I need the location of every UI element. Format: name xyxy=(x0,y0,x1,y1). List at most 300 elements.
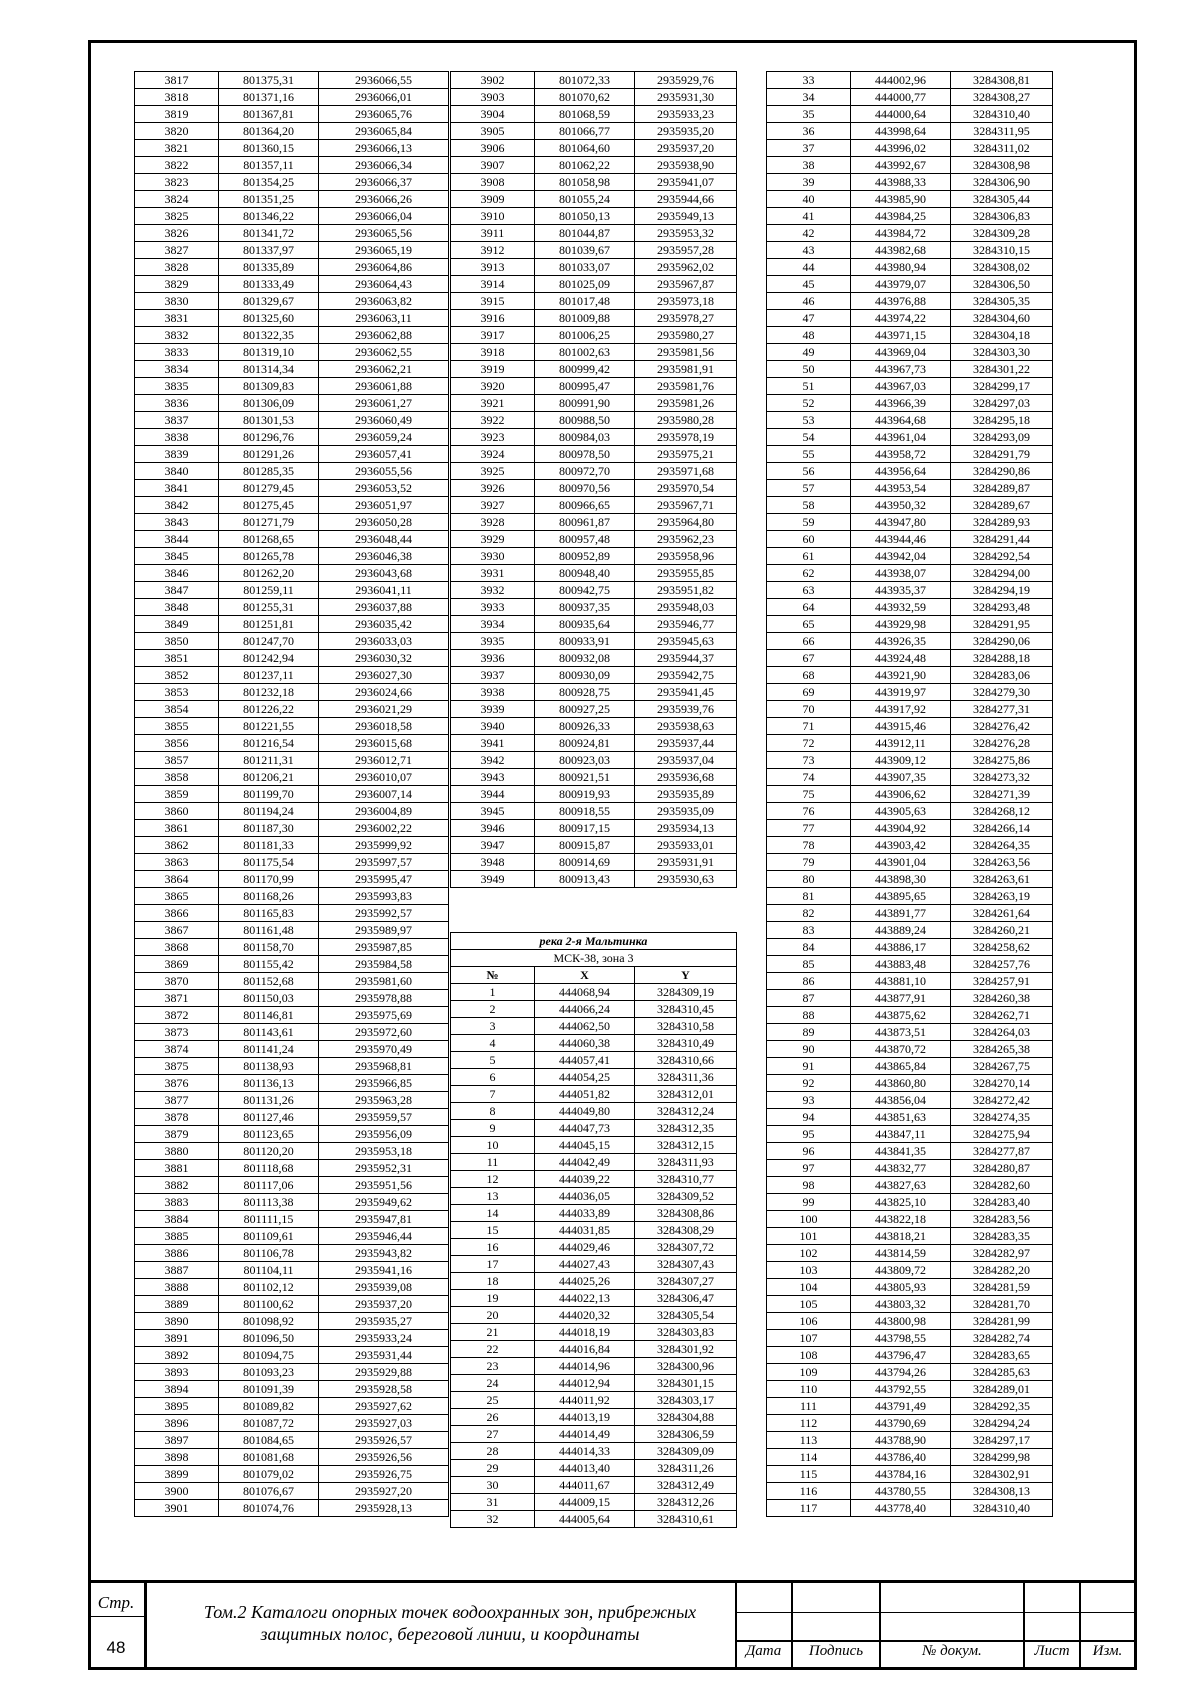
y-coordinate: 3284282,97 xyxy=(951,1245,1053,1262)
point-number: 3928 xyxy=(451,514,535,531)
x-coordinate: 443906,62 xyxy=(851,786,951,803)
y-coordinate: 2936066,37 xyxy=(319,174,449,191)
point-number: 90 xyxy=(767,1041,851,1058)
y-coordinate: 3284285,63 xyxy=(951,1364,1053,1381)
point-number: 66 xyxy=(767,633,851,650)
point-number: 3876 xyxy=(135,1075,219,1092)
point-number: 35 xyxy=(767,106,851,123)
y-coordinate: 3284276,28 xyxy=(951,735,1053,752)
x-coordinate: 800915,87 xyxy=(535,837,635,854)
point-number: 99 xyxy=(767,1194,851,1211)
y-coordinate: 3284308,29 xyxy=(635,1222,737,1239)
y-coordinate: 3284311,26 xyxy=(635,1460,737,1477)
table-row xyxy=(135,242,449,259)
table-row xyxy=(135,633,449,650)
y-coordinate: 2936041,11 xyxy=(319,582,449,599)
x-coordinate: 801375,31 xyxy=(219,72,319,89)
point-number: 92 xyxy=(767,1075,851,1092)
table-row xyxy=(767,1483,1053,1500)
x-coordinate: 800957,48 xyxy=(535,531,635,548)
col-header-x: X xyxy=(535,967,635,984)
x-coordinate: 801117,06 xyxy=(219,1177,319,1194)
point-number: 21 xyxy=(451,1324,535,1341)
table-row xyxy=(767,1024,1053,1041)
x-coordinate: 800914,69 xyxy=(535,854,635,871)
point-number: 3942 xyxy=(451,752,535,769)
table-row xyxy=(767,1313,1053,1330)
x-coordinate: 800919,93 xyxy=(535,786,635,803)
y-coordinate: 2935944,66 xyxy=(635,191,737,208)
x-coordinate: 801275,45 xyxy=(219,497,319,514)
table-row xyxy=(135,1211,449,1228)
table-row xyxy=(451,1103,737,1120)
point-number: 3869 xyxy=(135,956,219,973)
point-number: 104 xyxy=(767,1279,851,1296)
point-number: 3904 xyxy=(451,106,535,123)
x-coordinate: 801076,67 xyxy=(219,1483,319,1500)
table-row xyxy=(451,667,737,684)
y-coordinate: 2935973,18 xyxy=(635,293,737,310)
x-coordinate: 444027,43 xyxy=(535,1256,635,1273)
point-number: 41 xyxy=(767,208,851,225)
x-coordinate: 800978,50 xyxy=(535,446,635,463)
point-number: 28 xyxy=(451,1443,535,1460)
x-coordinate: 443901,04 xyxy=(851,854,951,871)
table-row xyxy=(135,225,449,242)
table-row xyxy=(767,667,1053,684)
x-coordinate: 444013,40 xyxy=(535,1460,635,1477)
point-number: 3856 xyxy=(135,735,219,752)
table-subtitle: МСК-38, зона 3 xyxy=(451,950,737,967)
x-coordinate: 801084,65 xyxy=(219,1432,319,1449)
y-coordinate: 2936046,38 xyxy=(319,548,449,565)
y-coordinate: 2935958,96 xyxy=(635,548,737,565)
col-header-y: Y xyxy=(635,967,737,984)
table-row xyxy=(767,123,1053,140)
point-number: 88 xyxy=(767,1007,851,1024)
point-number: 114 xyxy=(767,1449,851,1466)
x-coordinate: 443956,64 xyxy=(851,463,951,480)
x-coordinate: 801070,62 xyxy=(535,89,635,106)
x-coordinate: 800991,90 xyxy=(535,395,635,412)
x-coordinate: 443967,03 xyxy=(851,378,951,395)
table-row xyxy=(767,871,1053,888)
y-coordinate: 3284308,98 xyxy=(951,157,1053,174)
y-coordinate: 3284268,12 xyxy=(951,803,1053,820)
point-number: 3826 xyxy=(135,225,219,242)
y-coordinate: 2936066,34 xyxy=(319,157,449,174)
point-number: 3890 xyxy=(135,1313,219,1330)
y-coordinate: 2936057,41 xyxy=(319,446,449,463)
point-number: 3871 xyxy=(135,990,219,1007)
y-coordinate: 2935951,82 xyxy=(635,582,737,599)
x-coordinate: 801064,60 xyxy=(535,140,635,157)
table-row xyxy=(451,1324,737,1341)
table-row xyxy=(767,1262,1053,1279)
x-coordinate: 444051,82 xyxy=(535,1086,635,1103)
x-coordinate: 443966,39 xyxy=(851,395,951,412)
x-coordinate: 801002,63 xyxy=(535,344,635,361)
y-coordinate: 3284273,32 xyxy=(951,769,1053,786)
table-row xyxy=(451,327,737,344)
point-number: 33 xyxy=(767,72,851,89)
y-coordinate: 2936043,68 xyxy=(319,565,449,582)
x-coordinate: 444054,25 xyxy=(535,1069,635,1086)
y-coordinate: 2936018,58 xyxy=(319,718,449,735)
point-number: 80 xyxy=(767,871,851,888)
table-row xyxy=(767,259,1053,276)
x-coordinate: 444039,22 xyxy=(535,1171,635,1188)
x-coordinate: 801322,35 xyxy=(219,327,319,344)
x-coordinate: 800988,50 xyxy=(535,412,635,429)
x-coordinate: 801150,03 xyxy=(219,990,319,1007)
y-coordinate: 3284275,94 xyxy=(951,1126,1053,1143)
point-number: 3927 xyxy=(451,497,535,514)
table-row xyxy=(135,276,449,293)
point-number: 3920 xyxy=(451,378,535,395)
y-coordinate: 2935937,44 xyxy=(635,735,737,752)
y-coordinate: 2935926,57 xyxy=(319,1432,449,1449)
table-row xyxy=(451,446,737,463)
point-number: 3914 xyxy=(451,276,535,293)
x-coordinate: 801337,97 xyxy=(219,242,319,259)
y-coordinate: 3284301,15 xyxy=(635,1375,737,1392)
point-number: 48 xyxy=(767,327,851,344)
point-number: 13 xyxy=(451,1188,535,1205)
y-coordinate: 3284275,86 xyxy=(951,752,1053,769)
x-coordinate: 800918,55 xyxy=(535,803,635,820)
point-number: 3922 xyxy=(451,412,535,429)
y-coordinate: 2936002,22 xyxy=(319,820,449,837)
table-row xyxy=(135,565,449,582)
point-number: 3862 xyxy=(135,837,219,854)
table-row xyxy=(135,1058,449,1075)
point-number: 64 xyxy=(767,599,851,616)
table-row xyxy=(767,242,1053,259)
y-coordinate: 2936066,04 xyxy=(319,208,449,225)
y-coordinate: 3284266,14 xyxy=(951,820,1053,837)
point-number: 51 xyxy=(767,378,851,395)
point-number: 3902 xyxy=(451,72,535,89)
y-coordinate: 2936065,84 xyxy=(319,123,449,140)
x-coordinate: 801237,11 xyxy=(219,667,319,684)
x-coordinate: 801141,24 xyxy=(219,1041,319,1058)
y-coordinate: 2935968,81 xyxy=(319,1058,449,1075)
table-row xyxy=(451,531,737,548)
x-coordinate: 801329,67 xyxy=(219,293,319,310)
table-row xyxy=(767,684,1053,701)
y-coordinate: 3284311,36 xyxy=(635,1069,737,1086)
y-coordinate: 2936063,11 xyxy=(319,310,449,327)
x-coordinate: 444012,94 xyxy=(535,1375,635,1392)
point-number: 84 xyxy=(767,939,851,956)
point-number: 3820 xyxy=(135,123,219,140)
point-number: 65 xyxy=(767,616,851,633)
point-number: 3822 xyxy=(135,157,219,174)
x-coordinate: 801100,62 xyxy=(219,1296,319,1313)
y-coordinate: 3284292,54 xyxy=(951,548,1053,565)
x-coordinate: 801055,24 xyxy=(535,191,635,208)
point-number: 3870 xyxy=(135,973,219,990)
table-row xyxy=(767,395,1053,412)
x-coordinate: 443860,80 xyxy=(851,1075,951,1092)
y-coordinate: 2936012,71 xyxy=(319,752,449,769)
x-coordinate: 800913,43 xyxy=(535,871,635,888)
point-number: 3916 xyxy=(451,310,535,327)
point-number: 3878 xyxy=(135,1109,219,1126)
point-number: 3917 xyxy=(451,327,535,344)
point-number: 49 xyxy=(767,344,851,361)
point-number: 3855 xyxy=(135,718,219,735)
point-number: 3817 xyxy=(135,72,219,89)
table-row xyxy=(767,1432,1053,1449)
point-number: 3949 xyxy=(451,871,535,888)
table-row xyxy=(451,191,737,208)
point-number: 3915 xyxy=(451,293,535,310)
x-coordinate: 443825,10 xyxy=(851,1194,951,1211)
x-coordinate: 801017,48 xyxy=(535,293,635,310)
x-coordinate: 801131,26 xyxy=(219,1092,319,1109)
table-title-row xyxy=(451,933,737,950)
x-coordinate: 444016,84 xyxy=(535,1341,635,1358)
table-row xyxy=(451,1511,737,1528)
y-coordinate: 2935930,63 xyxy=(635,871,737,888)
table-row xyxy=(767,191,1053,208)
y-coordinate: 2936064,43 xyxy=(319,276,449,293)
table-row xyxy=(767,140,1053,157)
point-number: 3872 xyxy=(135,1007,219,1024)
y-coordinate: 2935933,24 xyxy=(319,1330,449,1347)
y-coordinate: 3284293,09 xyxy=(951,429,1053,446)
point-number: 3936 xyxy=(451,650,535,667)
table-row xyxy=(135,1160,449,1177)
y-coordinate: 3284297,03 xyxy=(951,395,1053,412)
point-number: 3910 xyxy=(451,208,535,225)
x-coordinate: 443947,80 xyxy=(851,514,951,531)
point-number: 44 xyxy=(767,259,851,276)
x-coordinate: 801271,79 xyxy=(219,514,319,531)
table-row xyxy=(767,157,1053,174)
y-coordinate: 2935971,68 xyxy=(635,463,737,480)
x-coordinate: 800923,03 xyxy=(535,752,635,769)
y-coordinate: 3284262,71 xyxy=(951,1007,1053,1024)
point-number: 108 xyxy=(767,1347,851,1364)
y-coordinate: 2935926,75 xyxy=(319,1466,449,1483)
x-coordinate: 444011,67 xyxy=(535,1477,635,1494)
x-coordinate: 801006,25 xyxy=(535,327,635,344)
table-row xyxy=(767,1075,1053,1092)
y-coordinate: 2936064,86 xyxy=(319,259,449,276)
x-coordinate: 444068,94 xyxy=(535,984,635,1001)
table-row xyxy=(135,1296,449,1313)
table-row xyxy=(451,1341,737,1358)
table-row xyxy=(135,446,449,463)
x-coordinate: 801106,78 xyxy=(219,1245,319,1262)
x-coordinate: 800926,33 xyxy=(535,718,635,735)
table-title: река 2-я Мальтинка xyxy=(451,933,737,950)
table-row xyxy=(451,548,737,565)
x-coordinate: 444049,80 xyxy=(535,1103,635,1120)
table-row xyxy=(451,633,737,650)
table-row xyxy=(451,1256,737,1273)
table-row xyxy=(767,1330,1053,1347)
point-number: 100 xyxy=(767,1211,851,1228)
y-coordinate: 3284309,19 xyxy=(635,984,737,1001)
divider xyxy=(88,1616,144,1617)
point-number: 3866 xyxy=(135,905,219,922)
change-label: Изм. xyxy=(1092,1643,1123,1659)
table-row xyxy=(451,1409,737,1426)
point-number: 3887 xyxy=(135,1262,219,1279)
table-row xyxy=(767,1228,1053,1245)
y-coordinate: 2935937,20 xyxy=(319,1296,449,1313)
x-coordinate: 801371,16 xyxy=(219,89,319,106)
y-coordinate: 2935981,91 xyxy=(635,361,737,378)
point-number: 3839 xyxy=(135,446,219,463)
x-coordinate: 443856,04 xyxy=(851,1092,951,1109)
document-title-line-1: Том.2 Каталоги опорных точек водоохранных зон, прибрежных xyxy=(203,1602,697,1622)
y-coordinate: 2935935,09 xyxy=(635,803,737,820)
table-row xyxy=(451,854,737,871)
table-row xyxy=(451,650,737,667)
point-number: 87 xyxy=(767,990,851,1007)
x-coordinate: 801360,15 xyxy=(219,140,319,157)
x-coordinate: 800948,40 xyxy=(535,565,635,582)
table-row xyxy=(767,973,1053,990)
x-coordinate: 443915,46 xyxy=(851,718,951,735)
x-coordinate: 444025,26 xyxy=(535,1273,635,1290)
x-coordinate: 443921,90 xyxy=(851,667,951,684)
table-row xyxy=(451,1069,737,1086)
y-coordinate: 2936037,88 xyxy=(319,599,449,616)
table-row xyxy=(135,1194,449,1211)
table-row xyxy=(135,854,449,871)
y-coordinate: 3284308,27 xyxy=(951,89,1053,106)
table-row xyxy=(451,1392,737,1409)
y-coordinate: 3284264,03 xyxy=(951,1024,1053,1041)
x-coordinate: 801301,53 xyxy=(219,412,319,429)
table-row xyxy=(767,1364,1053,1381)
x-coordinate: 801066,77 xyxy=(535,123,635,140)
y-coordinate: 3284261,64 xyxy=(951,905,1053,922)
x-coordinate: 801094,75 xyxy=(219,1347,319,1364)
table-row xyxy=(451,1188,737,1205)
table-row xyxy=(451,395,737,412)
y-coordinate: 2935944,37 xyxy=(635,650,737,667)
page-label: Стр. xyxy=(97,1593,135,1612)
x-coordinate: 801309,83 xyxy=(219,378,319,395)
y-coordinate: 2936033,03 xyxy=(319,633,449,650)
signature-label: Подпись xyxy=(808,1643,864,1659)
divider xyxy=(735,1612,1137,1613)
x-coordinate: 801314,34 xyxy=(219,361,319,378)
table-row xyxy=(767,616,1053,633)
point-number: 3829 xyxy=(135,276,219,293)
x-coordinate: 443794,26 xyxy=(851,1364,951,1381)
table-row xyxy=(767,582,1053,599)
table-row xyxy=(135,905,449,922)
table-row xyxy=(451,276,737,293)
y-coordinate: 3284281,70 xyxy=(951,1296,1053,1313)
y-coordinate: 3284306,83 xyxy=(951,208,1053,225)
table-row xyxy=(451,242,737,259)
y-coordinate: 3284281,99 xyxy=(951,1313,1053,1330)
x-coordinate: 801146,81 xyxy=(219,1007,319,1024)
y-coordinate: 2936066,13 xyxy=(319,140,449,157)
point-number: 3837 xyxy=(135,412,219,429)
x-coordinate: 443958,72 xyxy=(851,446,951,463)
point-number: 32 xyxy=(451,1511,535,1528)
x-coordinate: 801181,33 xyxy=(219,837,319,854)
x-coordinate: 443917,92 xyxy=(851,701,951,718)
point-number: 82 xyxy=(767,905,851,922)
point-number: 3838 xyxy=(135,429,219,446)
point-number: 3835 xyxy=(135,378,219,395)
y-coordinate: 2936015,68 xyxy=(319,735,449,752)
y-coordinate: 2936024,66 xyxy=(319,684,449,701)
y-coordinate: 2935989,97 xyxy=(319,922,449,939)
point-number: 81 xyxy=(767,888,851,905)
page-number-cell xyxy=(88,1583,147,1670)
table-row xyxy=(135,990,449,1007)
x-coordinate: 801251,81 xyxy=(219,616,319,633)
y-coordinate: 2935929,88 xyxy=(319,1364,449,1381)
table-row xyxy=(135,1007,449,1024)
table-row xyxy=(767,1296,1053,1313)
table-row xyxy=(767,463,1053,480)
x-coordinate: 800930,09 xyxy=(535,667,635,684)
x-coordinate: 443898,30 xyxy=(851,871,951,888)
point-number: 8 xyxy=(451,1103,535,1120)
y-coordinate: 2935967,71 xyxy=(635,497,737,514)
table-row xyxy=(135,582,449,599)
x-coordinate: 801259,11 xyxy=(219,582,319,599)
table-row xyxy=(135,191,449,208)
table-row xyxy=(767,412,1053,429)
table-row xyxy=(451,984,737,1001)
table-row xyxy=(135,684,449,701)
point-number: 3905 xyxy=(451,123,535,140)
y-coordinate: 3284312,35 xyxy=(635,1120,737,1137)
y-coordinate: 3284309,09 xyxy=(635,1443,737,1460)
table-row xyxy=(135,1398,449,1415)
point-number: 3 xyxy=(451,1018,535,1035)
coordinates-table-2 xyxy=(450,71,737,888)
x-coordinate: 444033,89 xyxy=(535,1205,635,1222)
table-row xyxy=(451,259,737,276)
y-coordinate: 3284288,18 xyxy=(951,650,1053,667)
table-row xyxy=(767,1177,1053,1194)
y-coordinate: 2935997,57 xyxy=(319,854,449,871)
y-coordinate: 3284260,21 xyxy=(951,922,1053,939)
x-coordinate: 801089,82 xyxy=(219,1398,319,1415)
y-coordinate: 3284305,44 xyxy=(951,191,1053,208)
table-row xyxy=(451,1494,737,1511)
y-coordinate: 3284289,67 xyxy=(951,497,1053,514)
x-coordinate: 801354,25 xyxy=(219,174,319,191)
table-row xyxy=(767,1194,1053,1211)
point-number: 3891 xyxy=(135,1330,219,1347)
table-row xyxy=(451,1018,737,1035)
point-number: 2 xyxy=(451,1001,535,1018)
x-coordinate: 443790,69 xyxy=(851,1415,951,1432)
table-row xyxy=(451,106,737,123)
table-row xyxy=(135,395,449,412)
y-coordinate: 2935981,60 xyxy=(319,973,449,990)
point-number: 29 xyxy=(451,1460,535,1477)
point-number: 71 xyxy=(767,718,851,735)
point-number: 59 xyxy=(767,514,851,531)
